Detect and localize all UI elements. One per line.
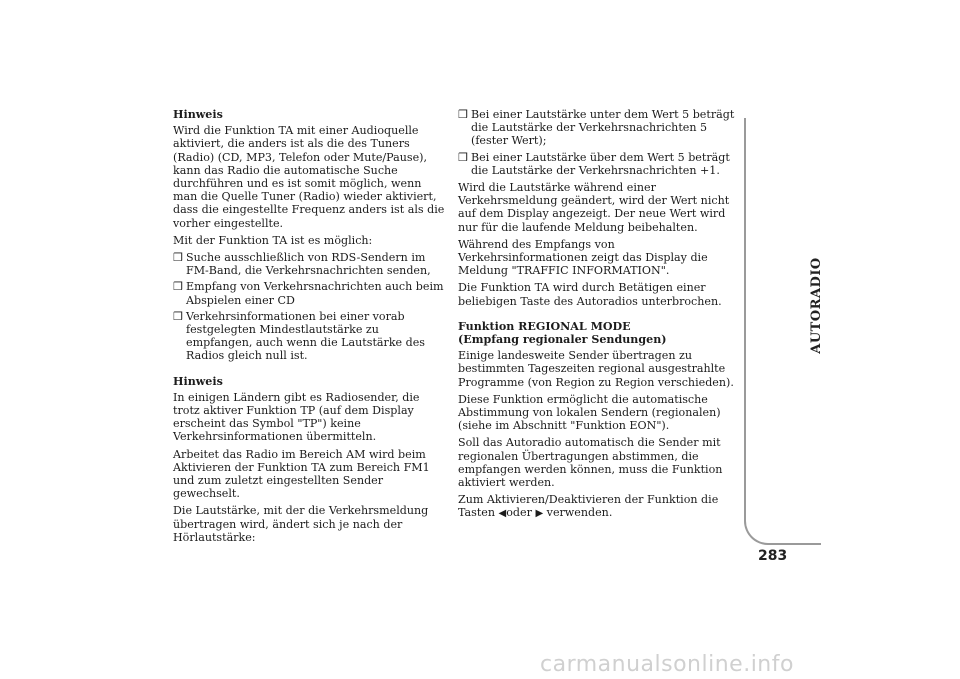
list-item <box>458 151 740 177</box>
arrow-left-icon: ◀ <box>498 508 507 520</box>
paragraph: Arbeitet das Radio im Bereich AM wird beim Aktivieren der Funktion TA zum Bereich FM1 und zum zuletzt eingestellten Sender gewechselt. <box>173 447 430 501</box>
list-item <box>173 310 445 363</box>
section-heading-line2: (Empfang regionaler Sendungen) <box>458 333 667 347</box>
paragraph-text: oder <box>506 506 532 520</box>
page-number: 283 <box>758 548 788 564</box>
paragraph: Die Lautstärke, mit der die Verkehrsmeldung übertragen wird, ändert sich je nach der Hörlautstärke: <box>173 504 429 544</box>
paragraph: Einige landesweite Sender übertragen zu bestimmten Tageszeiten regional ausgestrahlte Programme (von Region zu Region verschieden). <box>458 349 734 389</box>
list-item-text: Suche ausschließlich von RDS-Sendern im FM-Band, die Verkehrsnachrichten senden, <box>186 251 431 278</box>
checkbox-bullet-icon: ❒ <box>458 108 468 121</box>
checkbox-bullet-icon: ❒ <box>458 150 468 164</box>
checkbox-bullet-icon: ❒ <box>173 251 183 265</box>
paragraph: Wird die Funktion TA mit einer Audioquelle aktiviert, die anders ist als die des Tuners (Radio) (CD, MP3, Telefon oder Mute/Pause), kann das Radio die automatische Suche durchführen und es ist somit möglich, wenn man die Quelle Tuner (Radio) wieder aktiviert, dass die eingestellte Frequenz anders ist als die vorher eingestellte. <box>173 124 445 230</box>
paragraph-text: Zum Aktivieren/Deaktivieren der Funktion die Tasten <box>458 493 719 520</box>
list-item-text: Empfang von Verkehrsnachrichten auch beim Abspielen einer CD <box>186 280 444 307</box>
list-item-text: Bei einer Lautstärke unter dem Wert 5 beträgt die Lautstärke der Verkehrsnachrichten 5 (fester Wert); <box>471 108 735 148</box>
section-heading-line1: Funktion REGIONAL MODE <box>458 319 631 333</box>
list-item-text: Bei einer Lautstärke über dem Wert 5 beträgt die Lautstärke der Verkehrsnachrichten +1. <box>471 150 730 177</box>
note-heading: Hinweis <box>173 108 223 121</box>
section-heading <box>458 320 740 346</box>
paragraph: Mit der Funktion TA ist es möglich: <box>173 233 373 247</box>
list-item <box>173 251 445 277</box>
paragraph <box>458 493 740 520</box>
paragraph: In einigen Ländern gibt es Radiosender, die trotz aktiver Funktion TP (auf dem Display erscheint das Symbol "TP") keine Verkehrsinformationen übermitteln. <box>173 390 420 444</box>
right-column <box>458 108 740 525</box>
left-column <box>173 108 445 548</box>
note-heading: Hinweis <box>173 374 223 388</box>
arrow-right-icon: ▶ <box>535 508 544 520</box>
section-label: AUTORADIO <box>808 257 824 354</box>
paragraph: Soll das Autoradio automatisch die Sender mit regionalen Übertragungen abstimmen, die empfangen werden können, muss die Funktion aktiviert werden. <box>458 436 723 490</box>
paragraph-text: verwenden. <box>546 506 613 520</box>
paragraph: Die Funktion TA wird durch Betätigen einer beliebigen Taste des Autoradios unterbrochen. <box>458 281 722 308</box>
bullet-list <box>458 108 740 177</box>
paragraph: Während des Empfangs von Verkehrsinformationen zeigt das Display die Meldung "TRAFFIC INFORMATION". <box>458 237 708 278</box>
paragraph: Wird die Lautstärke während einer Verkehrsmeldung geändert, wird der Wert nicht auf dem Display angezeigt. Der neue Wert wird nur für die laufende Meldung beibehalten. <box>458 181 730 234</box>
list-item <box>458 108 740 148</box>
checkbox-bullet-icon: ❒ <box>173 280 183 294</box>
list-item <box>173 280 445 306</box>
paragraph: Diese Funktion ermöglicht die automatische Abstimmung von lokalen Sendern (regionalen) (siehe im Abschnitt "Funktion EON"). <box>458 392 721 433</box>
checkbox-bullet-icon: ❒ <box>173 309 183 323</box>
watermark: carmanualsonline.info <box>540 652 794 677</box>
bullet-list <box>173 251 445 363</box>
list-item-text: Verkehrsinformationen bei einer vorab festgelegten Mindestlautstärke zu empfangen, auch wenn die Lautstärke des Radios gleich null ist. <box>186 309 426 363</box>
